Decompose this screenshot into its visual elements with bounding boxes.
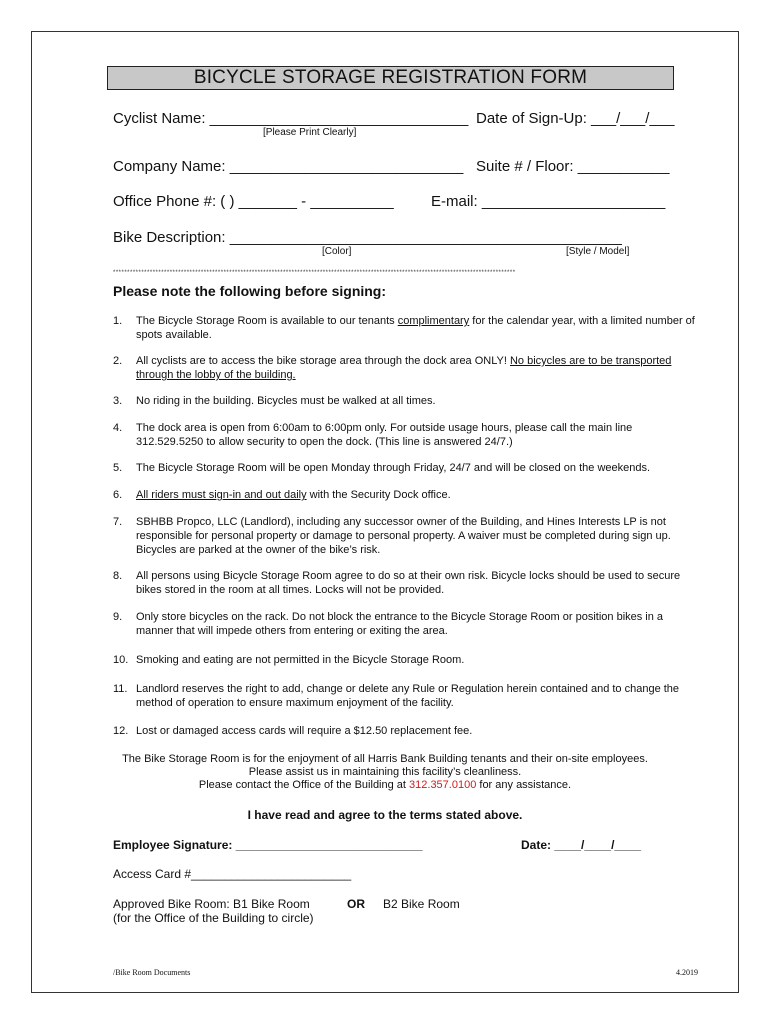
or-label: OR <box>347 897 365 911</box>
note-number: 10. <box>113 654 129 666</box>
note-number: 4. <box>113 422 123 434</box>
note-text-segment: SBHBB Propco, LLC (Landlord), including any successor owner of the Building, and Hines Interests LP is not responsible for personal property or damage to personal property. A waiver must be completed during sign up. Bicycles are parked at the owner of the bike’s risk. <box>136 516 671 556</box>
note-item-2 <box>136 354 696 382</box>
access-card-field[interactable]: Access Card #________________________ <box>113 867 352 881</box>
footer-left: /Bike Room Documents <box>113 968 191 977</box>
note-text-segment: The dock area is open from 6:00am to 6:00pm only. For outside usage hours, please call the main line 312.529.5250 to allow security to open the dock. (This line is answered 24/7.) <box>136 422 633 448</box>
approved-bike-room-label: Approved Bike Room: B1 Bike Room <box>113 897 310 911</box>
email-field[interactable]: E-mail: ______________________ <box>431 193 666 210</box>
color-hint: [Color] <box>322 246 352 257</box>
note-number: 1. <box>113 315 123 327</box>
form-title: BICYCLE STORAGE REGISTRATION FORM <box>107 66 674 90</box>
circle-note: (for the Office of the Building to circle) <box>113 911 314 925</box>
company-name-field[interactable]: Company Name: ____________________________ <box>113 158 464 175</box>
closing-line-3 <box>110 779 660 793</box>
note-item-10 <box>136 653 696 667</box>
footer-right: 4.2019 <box>676 968 698 977</box>
note-text-segment: All cyclists are to access the bike storage area through the dock area ONLY! <box>136 355 510 367</box>
closing-line-1: The Bike Storage Room is for the enjoyment of all Harris Bank Building tenants and their on-site employees. <box>122 753 648 765</box>
note-number: 6. <box>113 489 123 501</box>
note-number: 2. <box>113 355 123 367</box>
note-item-7 <box>136 515 696 557</box>
note-item-5 <box>136 461 696 475</box>
note-number: 12. <box>113 725 129 737</box>
closing-prefix: Please contact the Office of the Building at <box>198 779 410 791</box>
office-phone-field[interactable]: Office Phone #: ( ) _______ - __________ <box>113 193 394 210</box>
note-number: 8. <box>113 570 123 582</box>
note-text-segment: The Bicycle Storage Room will be open Monday through Friday, 24/7 and will be closed on the weekends. <box>136 462 651 474</box>
note-text-segment: Smoking and eating are not permitted in the Bicycle Storage Room. <box>136 654 465 666</box>
note-text-segment: Only store bicycles on the rack. Do not block the entrance to the Bicycle Storage Room or position bikes in a manner that will impede others from entering or exiting the area. <box>136 611 664 637</box>
note-number: 9. <box>113 611 123 623</box>
note-text-segment: All riders must sign-in and out daily <box>136 489 307 501</box>
b2-bike-room-option[interactable]: B2 Bike Room <box>383 897 460 911</box>
note-text-segment: with the Security Dock office. <box>306 489 451 501</box>
notes-heading: Please note the following before signing: <box>113 283 387 299</box>
note-text-segment: No riding in the building. Bicycles must be walked at all times. <box>136 395 436 407</box>
separator-line: ********************************************************************************************************************************************** <box>113 270 516 276</box>
style-model-hint: [Style / Model] <box>566 246 630 257</box>
note-text-segment: All persons using Bicycle Storage Room agree to do so at their own risk. Bicycle locks should be used to secure bikes stored in the room at all times. Locks will not be provided. <box>136 570 681 596</box>
suite-floor-field[interactable]: Suite # / Floor: ___________ <box>476 158 670 175</box>
note-number: 3. <box>113 395 123 407</box>
note-item-8 <box>136 569 696 597</box>
note-item-1 <box>136 314 696 342</box>
note-text-segment: Lost or damaged access cards will require a $12.50 replacement fee. <box>136 725 473 737</box>
print-clearly-hint: [Please Print Clearly] <box>263 127 357 138</box>
date-of-signup-field[interactable]: Date of Sign-Up: ___/___/___ <box>476 110 675 127</box>
cyclist-name-field[interactable]: Cyclist Name: _______________________________ <box>113 110 469 127</box>
note-number: 5. <box>113 462 123 474</box>
employee-signature-field[interactable]: Employee Signature: ____________________________ <box>113 838 423 852</box>
note-text-segment: The Bicycle Storage Room is available to our tenants <box>136 315 398 327</box>
note-item-9 <box>136 610 696 638</box>
note-item-6 <box>136 488 696 502</box>
note-text-segment: complimentary <box>397 315 470 327</box>
bike-description-field[interactable]: Bike Description: _______________________________________________ <box>113 229 622 246</box>
note-item-11 <box>136 682 696 710</box>
closing-suffix: for any assistance. <box>476 779 572 791</box>
note-text-segment: No bicycles are to be transported through the lobby of the building. <box>136 355 672 381</box>
note-number: 7. <box>113 516 123 528</box>
note-text-segment: for the calendar year, with a limited number of spots available. <box>136 315 695 341</box>
note-number: 11. <box>113 683 128 695</box>
signature-date-field[interactable]: Date: ____/____/____ <box>521 838 642 852</box>
note-item-12 <box>136 724 696 738</box>
closing-line-2: Please assist us in maintaining this facility’s cleanliness. <box>248 766 522 778</box>
agreement-statement: I have read and agree to the terms stated above. <box>247 808 523 822</box>
note-text-segment: Landlord reserves the right to add, change or delete any Rule or Regulation herein contained and to change the method of operation to ensure maximum enjoyment of the facility. <box>136 683 680 709</box>
note-item-4 <box>136 421 696 449</box>
office-phone-number: 312.357.0100 <box>409 779 477 791</box>
note-item-3 <box>136 394 696 408</box>
